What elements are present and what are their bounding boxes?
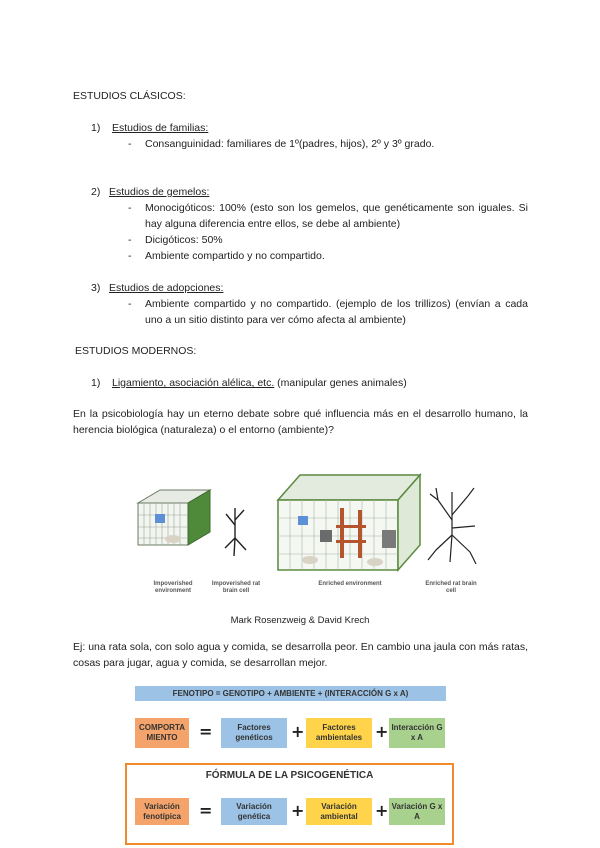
plus-sign: + [291, 801, 305, 820]
impoverished-cage-illustration [138, 490, 210, 545]
bullet-dash: - [128, 202, 132, 214]
factores-geneticos-box: Factores genéticos [221, 718, 287, 748]
modern-item1-number: 1) [91, 377, 101, 389]
equals-sign: = [199, 722, 213, 741]
classic-item2-bullet2: Dicigóticos: 50% [145, 234, 223, 246]
classic-item2-number: 2) [91, 186, 101, 198]
bullet-dash: - [128, 250, 132, 262]
variacion-fenotipica-box: Variación fenotípica [135, 798, 189, 825]
impoverished-cell-label: Impoverished rat brain cell [211, 581, 261, 594]
classic-item1-title: Estudios de familias: [112, 122, 209, 134]
classic-item3-number: 3) [91, 282, 101, 294]
classic-heading: ESTUDIOS CLÁSICOS: [73, 90, 186, 102]
variacion-gxa-box: Variación G x A [389, 798, 445, 825]
variacion-ambiental-box: Variación ambiental [306, 798, 372, 825]
plus-sign: + [375, 801, 389, 820]
plus-sign: + [291, 722, 305, 741]
impoverished-neuron-illustration [225, 508, 246, 556]
variacion-genetica-box: Variación genética [221, 798, 287, 825]
enriched-cage-illustration [278, 475, 420, 570]
plus-sign: + [375, 722, 389, 741]
classic-item2-bullet1: Monocigóticos: 100% (esto son los gemelos, que genéticamente son iguales. Si hay alguna diferencia entre ellos, se debe al ambiente) [145, 202, 528, 230]
modern-item1-title: Ligamiento, asociación alélica, etc. [112, 377, 275, 389]
figure-caption: Mark Rosenzweig & David Krech [230, 615, 370, 626]
enriched-environment-label: Enriched environment [318, 581, 382, 587]
classic-item3-bullet: Ambiente compartido y no compartido. (ejemplo de los trillizos) (envían a cada uno a un sitio distinto para ver cómo afecta al ambiente) [145, 298, 528, 326]
classic-item2-title: Estudios de gemelos: [109, 186, 210, 198]
modern-item1 [112, 375, 407, 391]
enriched-cell-label: Enriched rat brain cell [425, 581, 477, 594]
comportamiento-box: COMPORTA MIENTO [135, 718, 189, 748]
modern-heading: ESTUDIOS MODERNOS: [75, 345, 197, 357]
fenotipo-banner: FENOTIPO = GENOTIPO + AMBIENTE + (INTERACCIÓN G x A) [135, 686, 446, 701]
classic-item1-number: 1) [91, 122, 101, 134]
psicogenetica-title: FÓRMULA DE LA PSICOGENÉTICA [205, 770, 374, 781]
classic-item2-bullet3: Ambiente compartido y no compartido. [145, 250, 325, 262]
modern-item1-rest: (manipular genes animales) [274, 377, 407, 389]
bullet-dash: - [128, 298, 132, 310]
example-paragraph: Ej: una rata sola, con solo agua y comida, se desarrolla peor. En cambio una jaula con más ratas, cosas para jugar, agua y comida, se desarrollan mejor. [73, 641, 528, 669]
bullet-dash: - [128, 234, 132, 246]
bullet-dash: - [128, 138, 132, 150]
classic-item3-title: Estudios de adopciones: [109, 282, 224, 294]
debate-paragraph: En la psicobiología hay un eterno debate sobre qué influencia más en el desarrollo humano, la herencia biológica (naturaleza) o el entorno (ambiente)? [73, 408, 528, 436]
interaccion-box: Interacción G x A [389, 718, 445, 748]
enriched-neuron-illustration [428, 488, 476, 564]
impoverished-environment-label: Impoverished environment [153, 581, 193, 594]
equals-sign: = [199, 801, 213, 820]
classic-item1-bullet: Consanguinidad: familiares de 1º(padres, hijos), 2º y 3º grado. [145, 138, 435, 150]
factores-ambientales-box: Factores ambientales [306, 718, 372, 748]
